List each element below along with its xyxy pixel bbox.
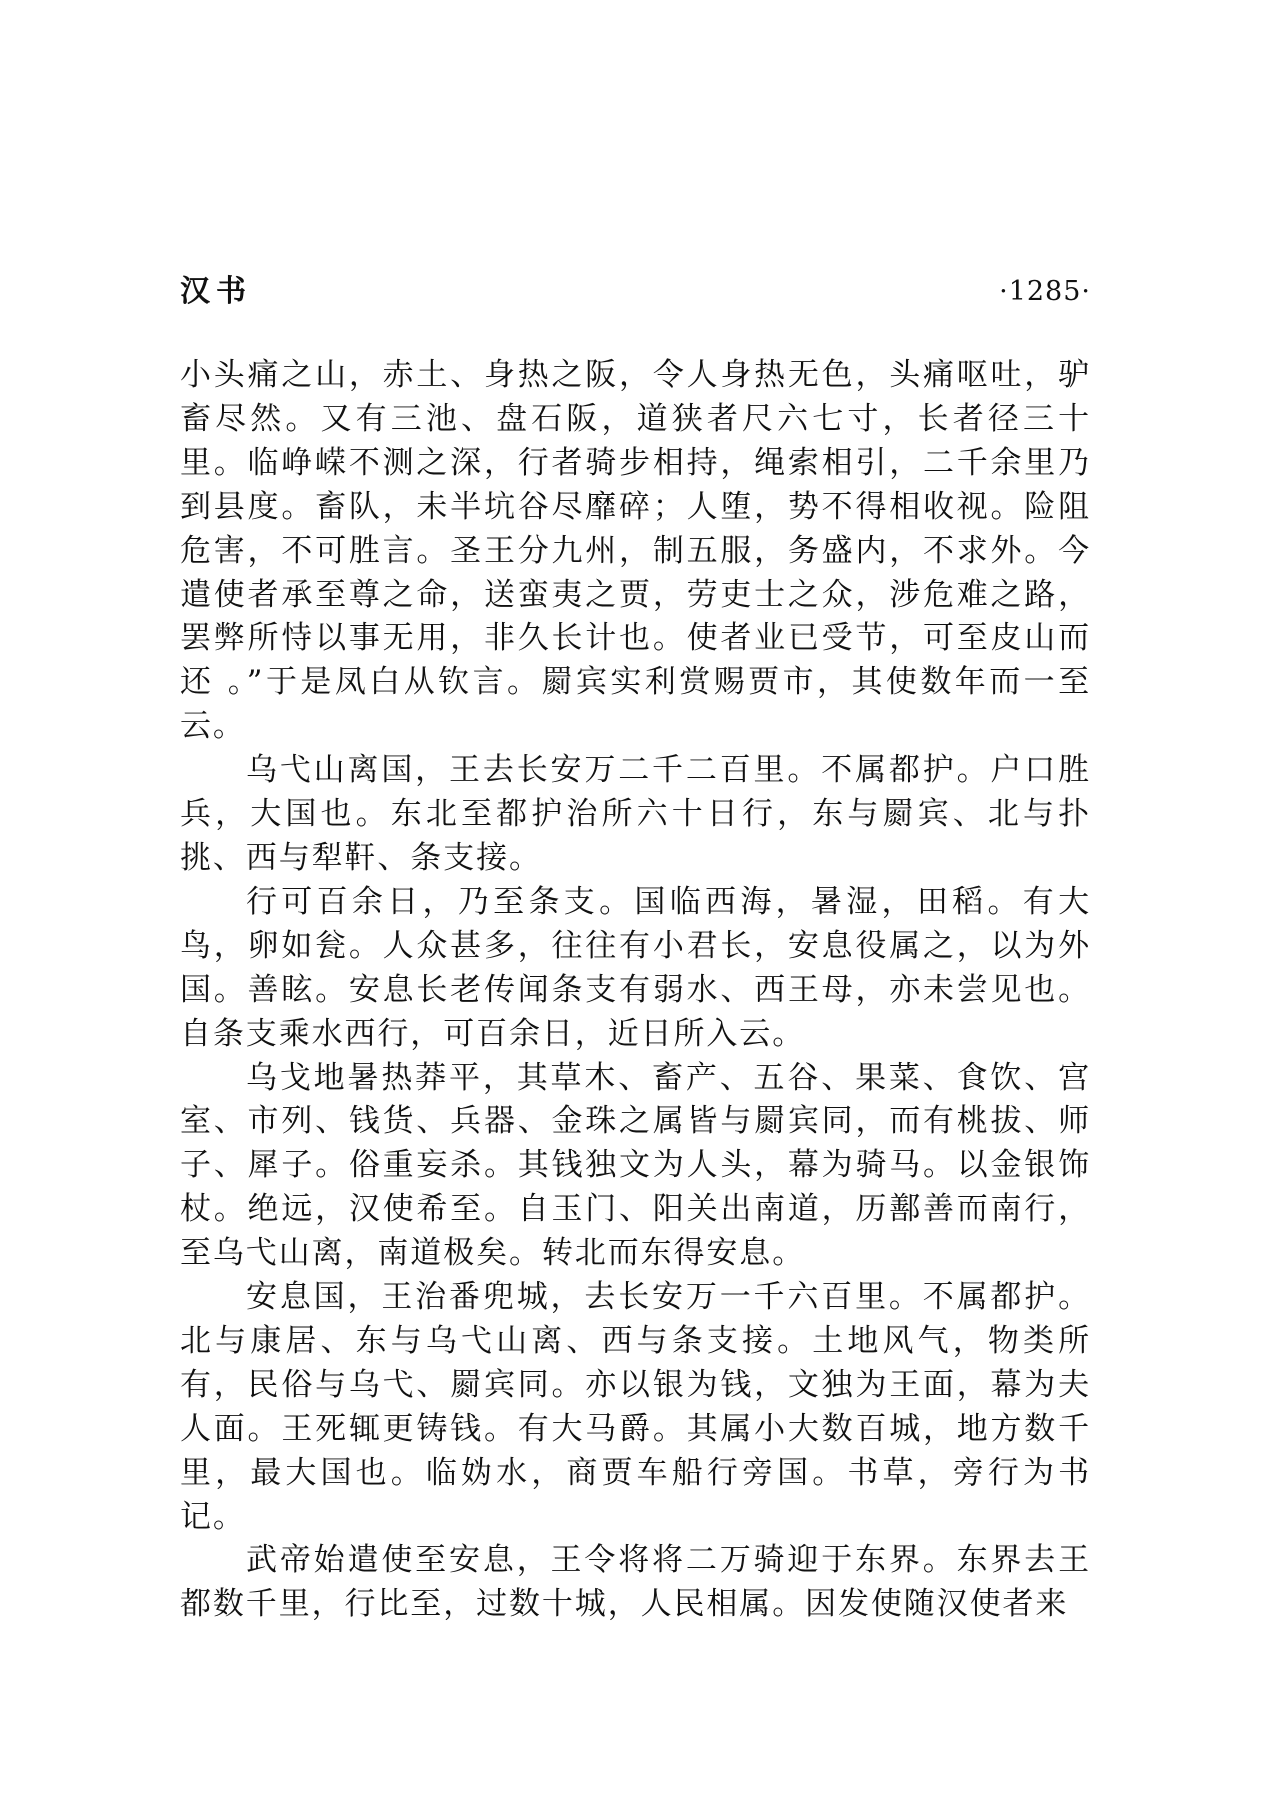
page-number: ·1285· — [999, 276, 1091, 307]
paragraph: 安息国，王治番兜城，去长安万一千六百里。不属都护。北与康居、东与乌弋山离、西与条支接。土地风气，物类所有，民俗与乌弋、罽宾同。亦以银为钱，文独为王面，幕为夫人面。王死辄更铸钱。有大马爵。其属小大数百城，地方数千里，最大国也。临妫水，商贾车船行旁国。书草，旁行为书记。 — [180, 1279, 1091, 1535]
paragraph: 乌弋山离国，王去长安万二千二百里。不属都护。户口胜兵，大国也。东北至都护治所六十日行，东与罽宾、北与扑挑、西与犁靬、条支接。 — [180, 752, 1091, 876]
paragraph: 小头痛之山，赤土、身热之阪，令人身热无色，头痛呕吐，驴畜尽然。又有三池、盘石阪，道狭者尺六七寸，长者径三十里。临峥嵘不测之深，行者骑步相持，绳索相引，二千余里乃到县度。畜队，未半坑谷尽靡碎；人堕，势不得相收视。险阻危害，不可胜言。圣王分九州，制五服，务盛内，不求外。今遣使者承至尊之命，送蛮夷之贾，劳吏士之众，涉危难之路，罢弊所恃以事无用，非久长计也。使者业已受节，可至皮山而还 。”于是凤白从钦言。罽宾实利赏赐贾市，其使数年而一至云。 — [180, 357, 1091, 745]
paragraph: 武帝始遣使至安息，王令将将二万骑迎于东界。东界去王都数千里，行比至，过数十城，人民相属。因发使随汉使者来 — [180, 1542, 1091, 1623]
book-title: 汉书 — [180, 274, 252, 309]
running-header — [180, 268, 1091, 316]
paragraph: 乌戈地暑热莽平，其草木、畜产、五谷、果菜、食饮、宫室、市列、钱货、兵器、金珠之属皆与罽宾同，而有桃拔、师子、犀子。俗重妄杀。其钱独文为人头，幕为骑马。以金银饰杖。绝远，汉使希至。自玉门、阳关出南道，历鄯善而南行，至乌弋山离，南道极矣。转北而东得安息。 — [180, 1059, 1091, 1272]
paragraph: 行可百余日，乃至条支。国临西海，暑湿，田稻。有大鸟，卵如瓮。人众甚多，往往有小君长，安息役属之，以为外国。善眩。安息长老传闻条支有弱水、西王母，亦未尝见也。自条支乘水西行，可百余日，近日所入云。 — [180, 883, 1091, 1052]
body-text — [180, 354, 1091, 1627]
